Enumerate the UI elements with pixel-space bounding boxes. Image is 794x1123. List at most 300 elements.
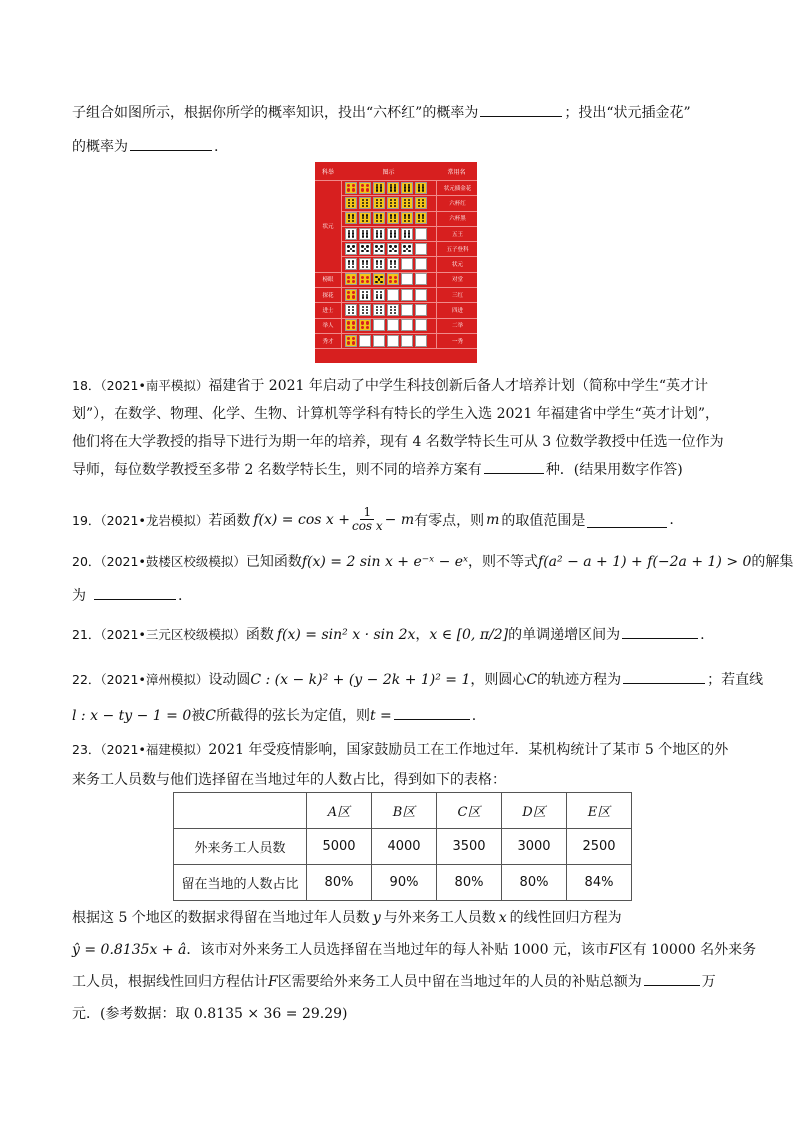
die-pip (408, 245, 410, 247)
intro-text-1b: ；投出“状元插金花” (564, 105, 691, 121)
die-pip (418, 202, 420, 204)
figure-row (341, 257, 477, 273)
die-pip (376, 263, 378, 265)
die-pip (389, 280, 392, 283)
die-pip (362, 220, 364, 222)
die-pip (404, 202, 406, 204)
die (373, 212, 385, 224)
q23-line-1 (72, 736, 732, 764)
die-pip (380, 263, 382, 265)
die-pip (347, 337, 350, 340)
die-pip (361, 326, 364, 329)
die-pip (394, 266, 396, 268)
die-pip (418, 199, 420, 201)
dice-group (345, 319, 427, 331)
die (373, 304, 385, 316)
q23-p1: 根据这 5 个地区的数据求得留在当地过年人员数 (72, 910, 370, 926)
die-pip (390, 235, 392, 237)
figure-common-name: 六杯黑 (436, 211, 478, 226)
die-pip (390, 263, 392, 265)
q23-regression-eq: ŷ = 0.8135x + â (72, 942, 187, 958)
die-pip (347, 250, 349, 252)
q22-end: . (471, 708, 477, 724)
q19-tail: − m (384, 511, 415, 528)
die (345, 273, 357, 285)
die-pip (380, 199, 382, 201)
die-pip (362, 291, 364, 293)
q23-answer-blank[interactable] (644, 969, 700, 986)
die (401, 182, 413, 194)
die-pip (352, 321, 355, 324)
q21-domain: x ∈ [0, π/2] (429, 627, 509, 643)
q23-p2: ．该市对外来务工人员选择留在当地过年的每人补贴 1000 元，该市 (186, 942, 609, 958)
die-pip (422, 202, 424, 204)
figure-common-name: 六杯红 (436, 195, 478, 210)
die-pip (375, 250, 377, 252)
die (373, 319, 385, 331)
figure-header-keju: 科举 (321, 168, 334, 176)
q20-inequality: f(a² − a + 1) + f(−2a + 1) > 0 (538, 554, 752, 570)
figure-common-name: 三红 (436, 287, 478, 302)
die (415, 182, 427, 194)
die (401, 228, 413, 240)
figure-body (315, 180, 477, 363)
figure-category: 探花 (315, 287, 342, 303)
figure-category: 举人 (315, 318, 342, 334)
die-pip (418, 220, 420, 222)
die-pip (394, 312, 396, 314)
question-18 (72, 372, 724, 484)
die-pip (352, 263, 354, 265)
figure-row (341, 180, 477, 196)
die-pip (404, 235, 406, 237)
q21-source: 21．（2021•三元区校级模拟） (72, 627, 246, 642)
table-cell: 90% (372, 865, 437, 901)
table-header-row (174, 793, 632, 829)
dice-group (345, 335, 427, 347)
q18-answer-blank[interactable] (484, 457, 544, 474)
die-pip (422, 189, 424, 191)
die-pip (408, 199, 410, 201)
die-pip (361, 184, 364, 187)
figure-row (341, 272, 477, 288)
die-pip (376, 205, 378, 207)
table-corner (174, 793, 307, 829)
die-pip (394, 263, 396, 265)
table-header-e (567, 793, 632, 829)
q23-p3b: 区需要给外来务工人员中留在当地过年的人员的补贴总额为 (277, 974, 642, 990)
die (401, 289, 413, 301)
die-pip (404, 189, 406, 191)
dice-group (345, 243, 427, 255)
q23-p2b: 区有 10000 名外来务 (618, 942, 757, 958)
die-pip (380, 276, 382, 278)
die (401, 319, 413, 331)
die-pip (347, 280, 350, 283)
q20-source: 20．（2021•鼓楼区校级模拟） (72, 554, 246, 569)
die-pip (348, 263, 350, 265)
q18-text-1: 福建省于 2021 年启动了中学生科技创新后备人才培养计划（简称中学生“英才计 (208, 378, 709, 394)
question-22 (72, 666, 764, 730)
die (387, 228, 399, 240)
question-21 (72, 622, 724, 644)
die-pip (408, 205, 410, 207)
intro-line-1 (72, 100, 691, 122)
die-pip (390, 199, 392, 201)
die (415, 335, 427, 347)
die-pip (347, 326, 350, 329)
die-pip (394, 220, 396, 222)
die-pip (394, 250, 396, 252)
dice-group (345, 228, 427, 240)
die-pip (376, 189, 378, 191)
q23-line-5 (72, 968, 732, 996)
q18-text-4: 导师，每位数学教授至多带 2 名数学特长生，则不同的培养方案有 (72, 462, 482, 478)
die (387, 335, 399, 347)
die-pip (352, 245, 354, 247)
die-pip (394, 202, 396, 204)
q19-frac-num: 1 (360, 506, 374, 520)
figure-category: 榜眼 (315, 272, 342, 288)
table-header-c (437, 793, 502, 829)
figure-common-name: 二举 (436, 318, 478, 333)
q23-f-2: F (268, 974, 278, 990)
die (387, 319, 399, 331)
q20-line-1 (72, 548, 794, 576)
die-pip (394, 280, 397, 283)
die-pip (347, 188, 350, 191)
die (345, 319, 357, 331)
die-pip (352, 291, 355, 294)
row-label-workers: 外来务工人员数 (174, 829, 307, 865)
die-pip (352, 341, 355, 344)
table-cell: 4000 (372, 829, 437, 865)
figure-common-name: 状元 (436, 257, 478, 272)
die (401, 335, 413, 347)
die-pip (380, 291, 382, 293)
table-cell: 3000 (502, 829, 567, 865)
die-pip (408, 220, 410, 222)
q20-line-2 (72, 582, 732, 610)
q18-line-2: 划”），在数学、物理、化学、生物、计算机等学科有特长的学生入选 2021 年福建省中学生“英才计划”， (72, 406, 719, 422)
dice-group (345, 304, 427, 316)
die-pip (394, 199, 396, 201)
q20-answer-blank[interactable] (94, 583, 176, 600)
figure-common-name: 五王 (436, 226, 478, 241)
figure-common-name: 对堂 (436, 272, 478, 287)
die (359, 304, 371, 316)
table-header-b (372, 793, 437, 829)
intro-text-1: 子组合如图所示，根据你所学的概率知识，投出“六杯红”的概率为 (72, 105, 479, 121)
q20-wei: 为 (72, 588, 86, 604)
header-a-text: A区 (327, 805, 351, 820)
q18-line-4 (72, 456, 724, 484)
die-pip (347, 276, 350, 279)
die-pip (390, 202, 392, 204)
header-e-text: E区 (587, 805, 611, 820)
table-row (174, 829, 632, 865)
die-pip (348, 202, 350, 204)
q23-line-4 (72, 936, 757, 964)
die-pip (390, 266, 392, 268)
die (415, 212, 427, 224)
die-pip (380, 189, 382, 191)
figure-header (315, 162, 477, 181)
figure-category: 进士 (315, 302, 342, 318)
figure-row (341, 211, 477, 227)
header-b-text: B区 (392, 805, 416, 820)
q22-mid4: 被 (191, 708, 206, 724)
q19-answer-blank[interactable] (587, 511, 667, 528)
die-pip (422, 199, 424, 201)
die (387, 258, 399, 270)
die-pip (366, 263, 368, 265)
die-pip (366, 321, 369, 324)
figure-category: 状元 (315, 180, 342, 273)
q23-data-table (173, 792, 632, 901)
q19-fraction (352, 506, 383, 533)
q22-mid: ，则圆心 (470, 672, 527, 688)
die-pip (366, 199, 368, 201)
q23-body (72, 904, 757, 1028)
die-pip (361, 276, 364, 279)
die (359, 319, 371, 331)
die-pip (361, 321, 364, 324)
die-pip (376, 235, 378, 237)
die-pip (362, 266, 364, 268)
q23-source: 23．（2021•福建模拟） (72, 742, 209, 757)
q20-mid: ，则不等式 (468, 554, 539, 570)
die (387, 273, 399, 285)
die-pip (362, 202, 364, 204)
table-cell: 80% (307, 865, 372, 901)
q21-function: f(x) = sin² x · sin 2x (276, 627, 416, 643)
die-pip (366, 266, 368, 268)
die (387, 182, 399, 194)
dice-group (345, 197, 427, 209)
die-pip (366, 312, 368, 314)
die-pip (394, 245, 396, 247)
q23-p3: 工人员，根据线性回归方程估计 (72, 974, 268, 990)
die-pip (394, 309, 396, 311)
q18-source: 18．（2021•南平模拟） (72, 378, 209, 393)
die (345, 304, 357, 316)
die (373, 289, 385, 301)
die (345, 335, 357, 347)
die-pip (348, 199, 350, 201)
q19-function: f(x) = cos x + (253, 511, 350, 528)
q22-line-eq: l : x − ty − 1 = 0 (72, 708, 192, 724)
die-pip (380, 205, 382, 207)
die-pip (390, 205, 392, 207)
table-header-a (307, 793, 372, 829)
die-pip (347, 321, 350, 324)
die-pip (380, 312, 382, 314)
die-pip (352, 295, 355, 298)
die-pip (366, 291, 368, 293)
die-pip (408, 250, 410, 252)
die-pip (376, 312, 378, 314)
dice-group (345, 258, 427, 270)
die (359, 289, 371, 301)
q20-pre: 已知函数 (245, 554, 302, 570)
q23-p1c: 的线性回归方程为 (509, 910, 622, 926)
die-pip (362, 199, 364, 201)
die-pip (348, 266, 350, 268)
die (359, 258, 371, 270)
figure-common-name: 一秀 (436, 333, 478, 348)
q19-post: 的取值范围是 (501, 512, 586, 529)
die-pip (347, 184, 350, 187)
q20-function: f(x) = 2 sin x + e⁻ˣ − eˣ (301, 554, 469, 570)
q22-answer-blank-2[interactable] (394, 703, 470, 720)
q23-p3c: 万 (701, 974, 716, 990)
die (373, 197, 385, 209)
dice-group (345, 289, 427, 301)
die-pip (376, 199, 378, 201)
header-d-text: D区 (522, 805, 546, 820)
die-pip (348, 309, 350, 311)
q23-y: y (372, 910, 381, 926)
die-pip (366, 184, 369, 187)
die (345, 258, 357, 270)
die (415, 289, 427, 301)
die (415, 304, 427, 316)
q22-c: C (526, 672, 538, 688)
q22-mid3: ；若直线 (707, 672, 764, 688)
die-pip (352, 202, 354, 204)
die (401, 258, 413, 270)
q22-source: 22．（2021•漳州模拟） (72, 672, 209, 687)
die (401, 212, 413, 224)
die (373, 273, 385, 285)
question-19 (72, 506, 724, 533)
die-pip (352, 309, 354, 311)
q21-end: . (700, 627, 705, 643)
die-pip (352, 312, 354, 314)
die-pip (352, 235, 354, 237)
die-pip (366, 220, 368, 222)
figure-header-tushi: 图示 (382, 168, 395, 176)
figure-row (341, 318, 477, 334)
figure-row (341, 226, 477, 242)
question-20 (72, 548, 794, 610)
q23-line-3 (72, 904, 732, 932)
die (345, 243, 357, 255)
die (359, 243, 371, 255)
table-cell: 84% (567, 865, 632, 901)
q19-source: 19．（2021•龙岩模拟） (72, 512, 209, 528)
die-pip (366, 326, 369, 329)
figure-row (341, 287, 477, 303)
die (415, 258, 427, 270)
die (345, 212, 357, 224)
q18-line-1 (72, 372, 724, 400)
die-pip (404, 205, 406, 207)
die-pip (376, 202, 378, 204)
intro-line-2 (72, 134, 218, 156)
die (415, 319, 427, 331)
q22-answer-blank-1[interactable] (623, 667, 705, 684)
die-pip (352, 205, 354, 207)
table-header-d (502, 793, 567, 829)
q23-p1b: 与外来务工人员数 (383, 910, 496, 926)
die-pip (376, 309, 378, 311)
die-pip (404, 199, 406, 201)
table-row (174, 865, 632, 901)
die-pip (366, 250, 368, 252)
die-pip (366, 280, 369, 283)
die-pip (380, 266, 382, 268)
die-pip (380, 202, 382, 204)
die-pip (352, 276, 355, 279)
die-pip (366, 276, 369, 279)
die-pip (347, 291, 350, 294)
die (359, 212, 371, 224)
die (373, 335, 385, 347)
die-pip (422, 220, 424, 222)
die-pip (376, 220, 378, 222)
q22-c-2: C (205, 708, 216, 724)
die-pip (347, 341, 350, 344)
q20-post: 的解集 (751, 554, 794, 570)
die (387, 304, 399, 316)
die (345, 182, 357, 194)
die (415, 228, 427, 240)
q23-line-2: 来务工人员数与他们选择留在当地过年的人数占比，得到如下的表格： (72, 772, 506, 788)
die-pip (418, 205, 420, 207)
die-pip (380, 245, 382, 247)
die (387, 243, 399, 255)
die-pip (352, 266, 354, 268)
die-pip (366, 202, 368, 204)
die-pip (390, 312, 392, 314)
q23-text-1: 2021 年受疫情影响，国家鼓励员工在工作地过年．某机构统计了某市 5 个地区的外 (208, 742, 729, 758)
die-pip (380, 281, 382, 283)
die-pip (380, 296, 382, 298)
die-pip (362, 312, 364, 314)
q21-answer-blank[interactable] (622, 622, 698, 639)
q19-mid: 有零点，则 (414, 512, 485, 529)
die-pip (394, 276, 397, 279)
header-c-text: C区 (457, 805, 481, 820)
die (387, 289, 399, 301)
die-pip (352, 188, 355, 191)
figure-row (341, 241, 477, 257)
die-pip (362, 309, 364, 311)
die (359, 228, 371, 240)
q23-f: F (608, 942, 619, 958)
q22-mid2: 的轨迹方程为 (537, 672, 622, 688)
die-pip (390, 189, 392, 191)
die-pip (375, 281, 377, 283)
table-cell: 2500 (567, 829, 632, 865)
figure-row (341, 333, 477, 349)
answer-blank-liubeihong[interactable] (480, 100, 562, 117)
q19-end: . (669, 511, 674, 528)
q22-circle-eq: C : (x − k)² + (y − 2k + 1)² = 1 (250, 672, 471, 688)
die-pip (366, 296, 368, 298)
die-pip (403, 250, 405, 252)
figure-header-name: 常用名 (447, 168, 466, 176)
q21-post: 的单调递增区间为 (508, 627, 621, 643)
die-pip (348, 312, 350, 314)
die (359, 273, 371, 285)
q22-t: t = (369, 708, 392, 724)
die (415, 197, 427, 209)
die-pip (408, 202, 410, 204)
answer-blank-zhuangyuan[interactable] (130, 134, 212, 151)
